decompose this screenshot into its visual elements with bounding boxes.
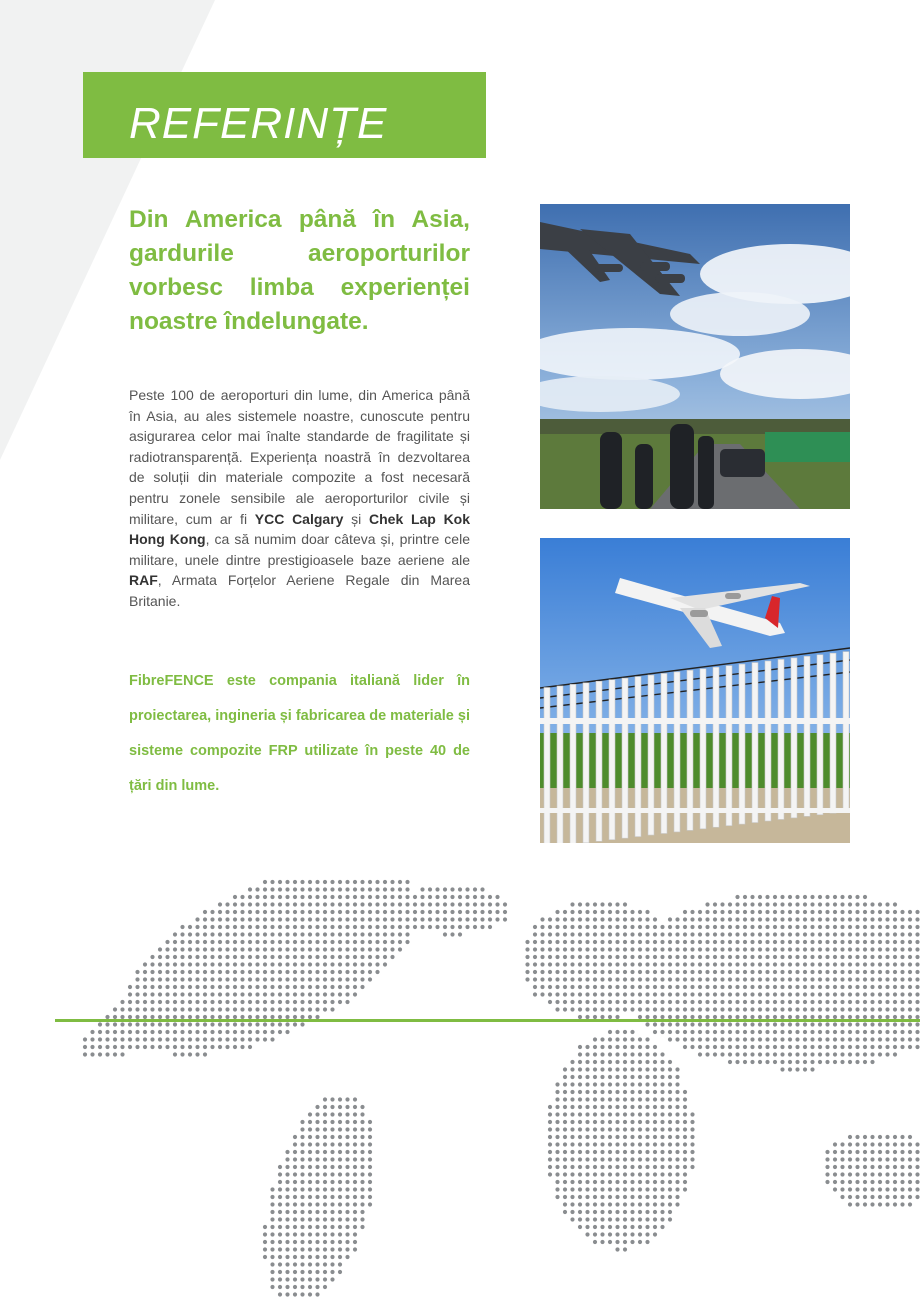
body-text-part: Peste 100 de aeroporturi din lume, din America până în Asia, au ales sistemele noastre, cunoscute pentru asigurarea celor mai înalte standarde de fragilitate și radiotransparență. Experiența noastră în dezvoltarea de soluții din materiale compozite a fost necesară pentru zonele sensibile ale aeroporturilor civile și militare, cum ar fi	[129, 387, 470, 527]
body-bold-hongkong: Chek Lap Kok Hong Kong	[129, 510, 471, 548]
company-tagline: FibreFENCE este compania italiană lider în proiectarea, ingineria și fabricarea de materiale și sisteme compozite FRP utilizate în peste 40 de țări din lume.	[129, 673, 470, 794]
body-text-part: , ca să numim doar câteva și, printre cele militare, unele dintre prestigioasele baze aeriene ale	[129, 531, 470, 568]
body-paragraph	[129, 385, 470, 612]
section-title: REFERINȚE	[129, 99, 388, 148]
world-map-dots	[0, 870, 920, 1301]
section-title-banner	[83, 72, 486, 158]
body-bold-raf: RAF	[129, 572, 158, 589]
headline: Din America până în Asia, gardurile aeroporturilor vorbesc limba experienței noastre îndelungate.	[129, 206, 470, 335]
body-text-part: , Armata Forțelor Aeriene Regale din Marea Britanie.	[129, 572, 470, 609]
photo-bomber-over-airfield	[540, 204, 850, 509]
photo-airliner-over-fence	[540, 538, 850, 843]
green-divider-line	[55, 1019, 920, 1022]
body-bold-ycc: YCC Calgary	[254, 510, 344, 527]
body-text-part: și	[343, 510, 369, 527]
